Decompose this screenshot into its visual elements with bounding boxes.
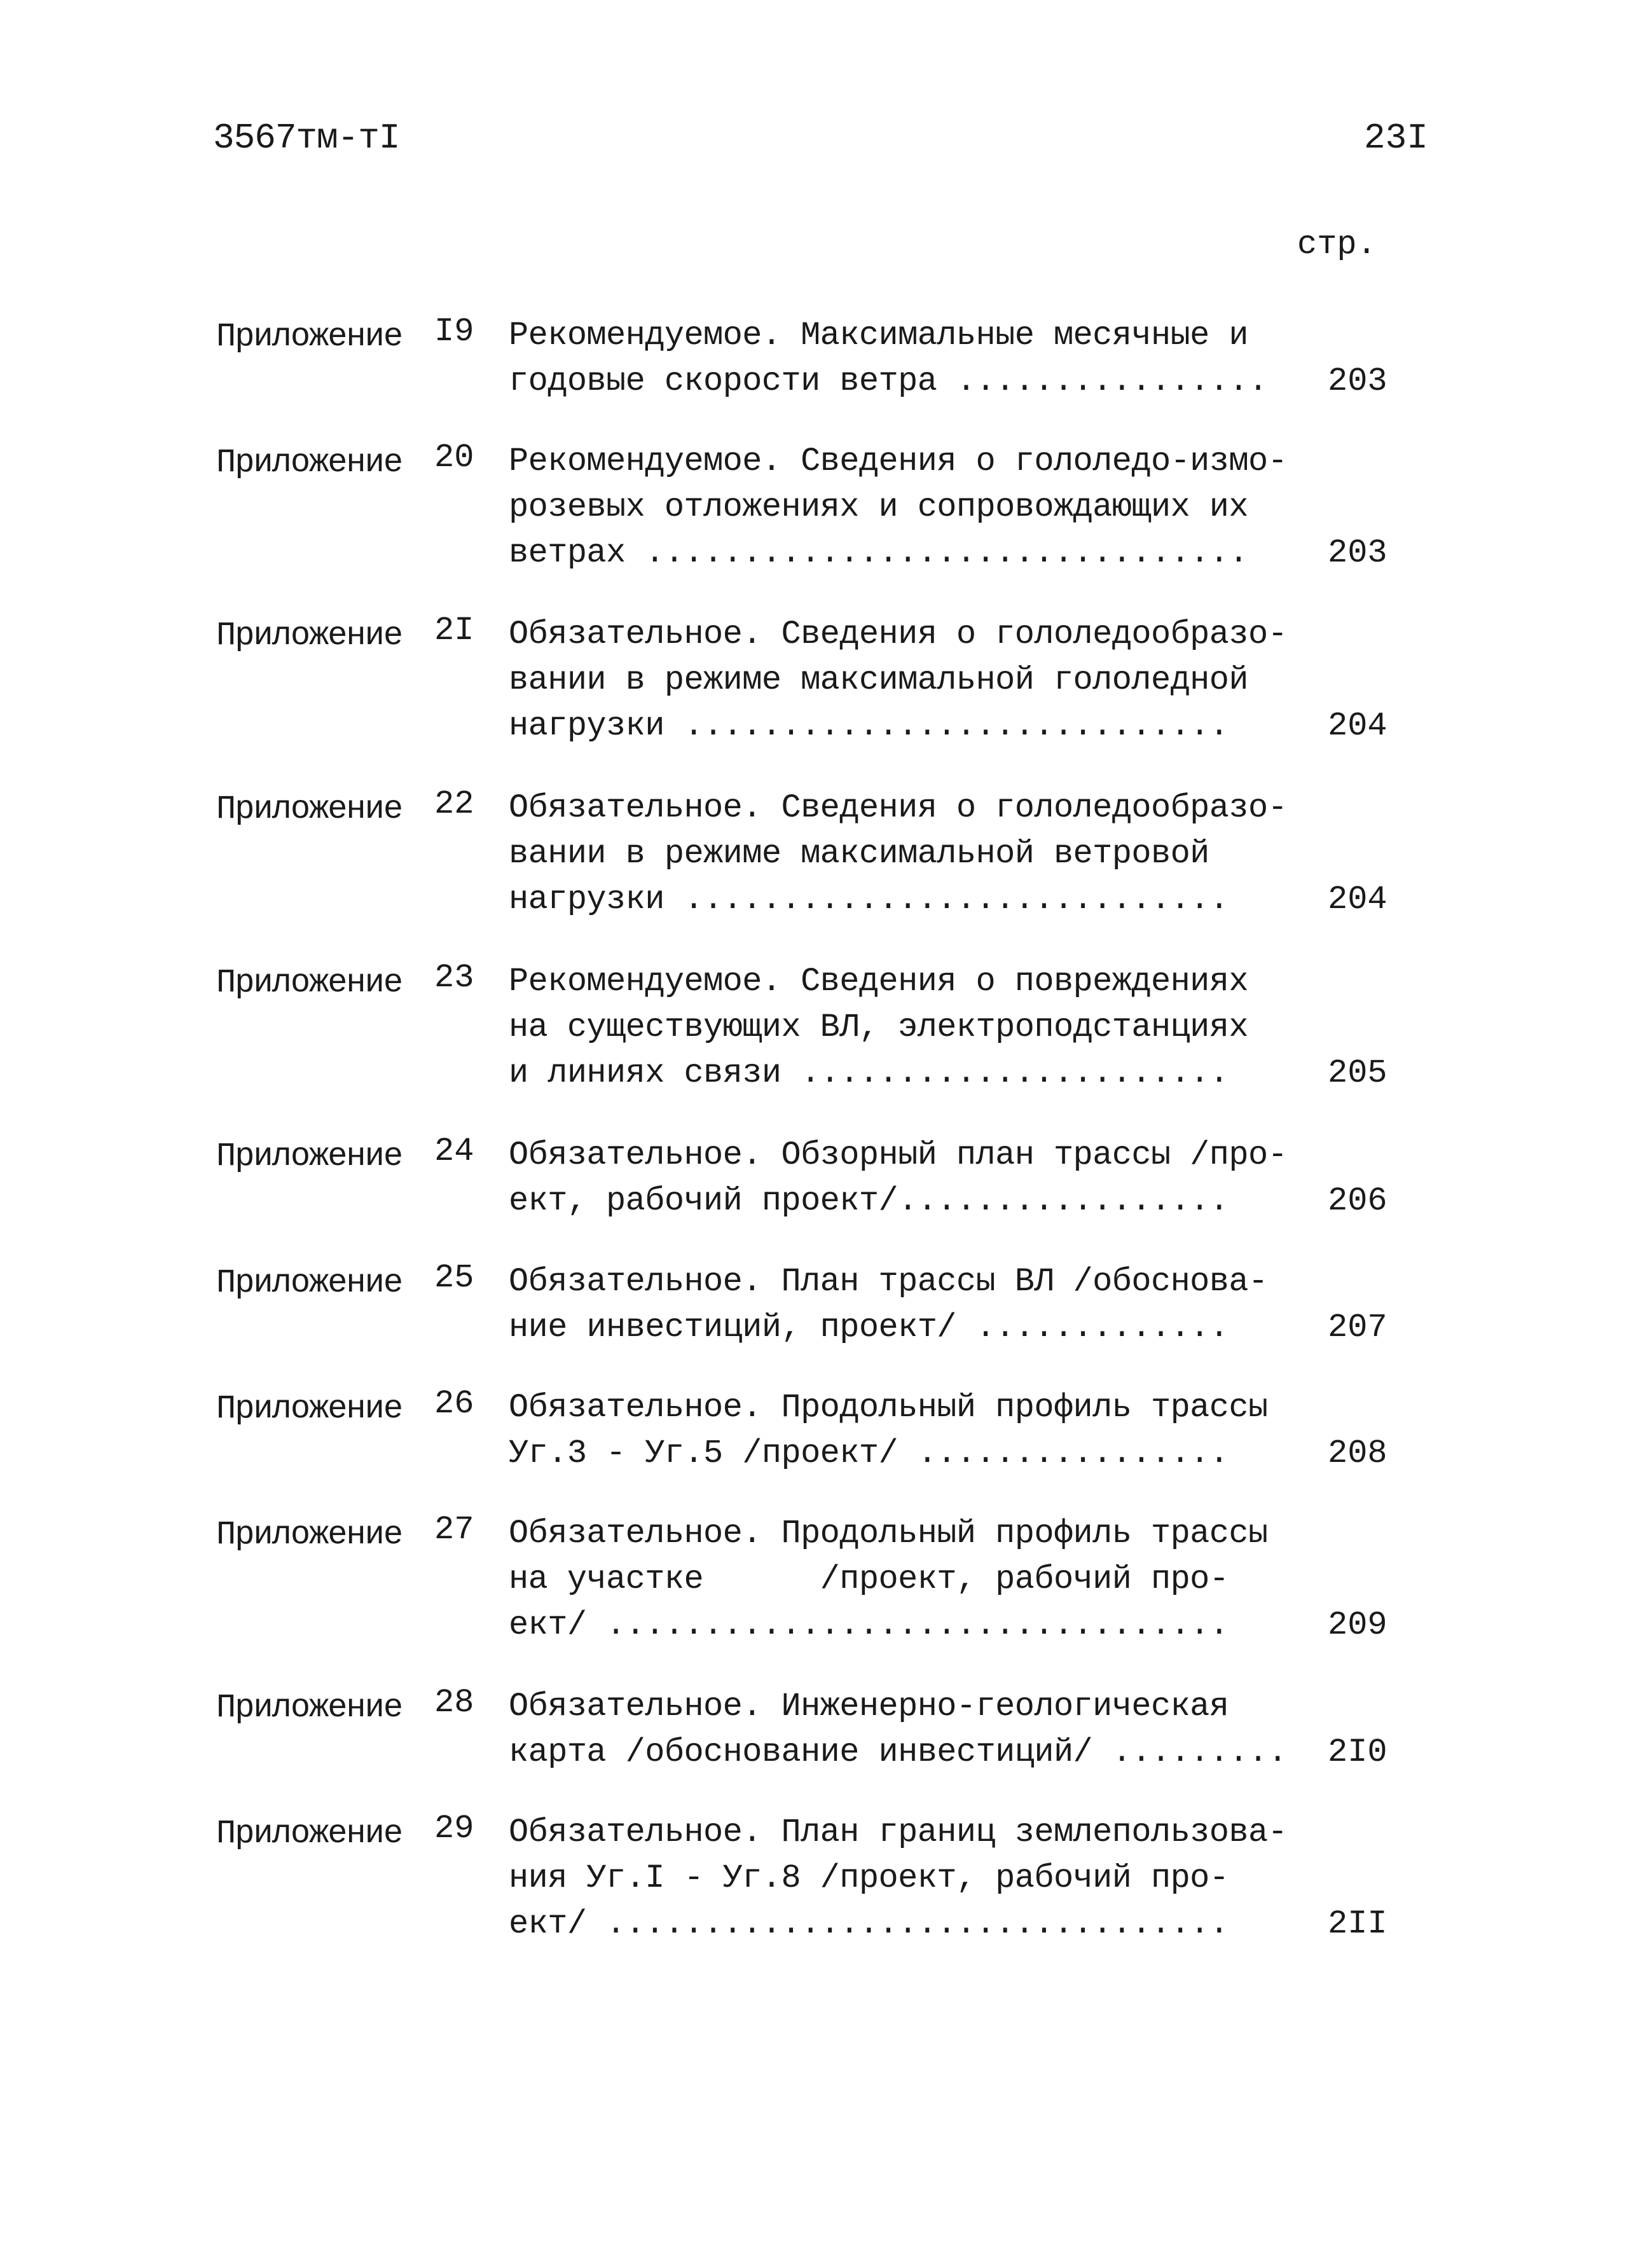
entry-text-line: нагрузки ............................ — [509, 881, 1229, 918]
page-column-label: стр. — [1297, 226, 1377, 263]
entry-label: Приложение — [216, 1815, 403, 1852]
entry-number: 27 — [434, 1511, 474, 1548]
entry-label: Приложение — [216, 1138, 403, 1175]
entry-text-line: Обязательное. Сведения о гололедообразо- — [509, 789, 1288, 827]
entry-text-line: годовые скорости ветра ................ — [509, 362, 1268, 400]
entry-text-line: ект, рабочий проект/................. — [509, 1182, 1229, 1220]
entry-number: 22 — [434, 785, 474, 823]
entry-text-line: Обязательное. План трассы ВЛ /обоснова- — [509, 1263, 1268, 1300]
entry-number: 20 — [434, 439, 474, 476]
entry-label: Приложение — [216, 1390, 403, 1428]
entry-page: 208 — [1328, 1435, 1387, 1472]
entry-label: Приложение — [216, 1689, 403, 1726]
entry-label: Приложение — [216, 444, 403, 481]
entry-number: 29 — [434, 1810, 474, 1847]
entry-text-line: вании в режиме максимальной ветровой — [509, 835, 1209, 872]
entry-label: Приложение — [216, 1264, 403, 1302]
entry-text-line: Обязательное. Инженерно-геологическая — [509, 1688, 1229, 1725]
entry-number: 28 — [434, 1684, 474, 1721]
entry-page: 2I0 — [1328, 1733, 1387, 1771]
entry-page: 204 — [1328, 707, 1387, 745]
entry-label: Приложение — [216, 617, 403, 654]
entry-text-line: нагрузки ............................ — [509, 707, 1229, 745]
entry-label: Приложение — [216, 790, 403, 828]
entry-page: 203 — [1328, 534, 1387, 572]
entry-page: 209 — [1328, 1606, 1387, 1644]
entry-text-line: ветрах ............................... — [509, 534, 1248, 572]
entry-number: 23 — [434, 959, 474, 996]
entry-text-line: Обязательное. Обзорный план трассы /про- — [509, 1136, 1288, 1174]
entry-page: 206 — [1328, 1182, 1387, 1220]
entry-text-line: Уг.3 - Уг.5 /проект/ ................ — [509, 1435, 1229, 1472]
entry-number: I9 — [434, 313, 474, 350]
entry-label: Приложение — [216, 1516, 403, 1554]
page-number: 23I — [1364, 118, 1428, 158]
entry-label: Приложение — [216, 318, 403, 355]
entry-text-line: вании в режиме максимальной гололедной — [509, 661, 1248, 699]
entry-text-line: розевых отложениях и сопровождающих их — [509, 488, 1248, 526]
entry-number: 24 — [434, 1133, 474, 1170]
entry-text-line: ект/ ................................ — [509, 1905, 1229, 1943]
entry-label: Приложение — [216, 964, 403, 1002]
entry-number: 2I — [434, 612, 474, 649]
entry-text-line: Обязательное. Продольный профиль трассы — [509, 1515, 1268, 1552]
entry-text-line: Обязательное. План границ землепользова- — [509, 1814, 1288, 1851]
entry-page: 207 — [1328, 1309, 1387, 1346]
entry-page: 205 — [1328, 1054, 1387, 1092]
entry-page: 2II — [1328, 1905, 1387, 1943]
entry-text-line: Рекомендуемое. Максимальные месячные и — [509, 317, 1248, 354]
entry-text-line: карта /обоснование инвестиций/ ......... — [509, 1733, 1288, 1771]
entry-number: 25 — [434, 1259, 474, 1297]
entry-text-line: Рекомендуемое. Сведения о гололедо-измо- — [509, 443, 1288, 480]
entry-text-line: Обязательное. Сведения о гололедообразо- — [509, 616, 1288, 653]
entry-text-line: Рекомендуемое. Сведения о повреждениях — [509, 963, 1248, 1000]
entry-text-line: Обязательное. Продольный профиль трассы — [509, 1389, 1268, 1426]
entry-text-line: на существующих ВЛ, электроподстанциях — [509, 1009, 1248, 1046]
entry-text-line: ния Уг.I - Уг.8 /проект, рабочий про- — [509, 1859, 1229, 1897]
entry-text-line: и линиях связи ...................... — [509, 1054, 1229, 1092]
entry-page: 204 — [1328, 881, 1387, 918]
entry-number: 26 — [434, 1385, 474, 1423]
entry-page: 203 — [1328, 362, 1387, 400]
entry-text-line: ект/ ................................ — [509, 1606, 1229, 1644]
entry-text-line: на участке /проект, рабочий про- — [509, 1561, 1229, 1598]
document-code: 3567тм-тI — [213, 118, 400, 158]
entry-text-line: ние инвестиций, проект/ ............. — [509, 1309, 1229, 1346]
